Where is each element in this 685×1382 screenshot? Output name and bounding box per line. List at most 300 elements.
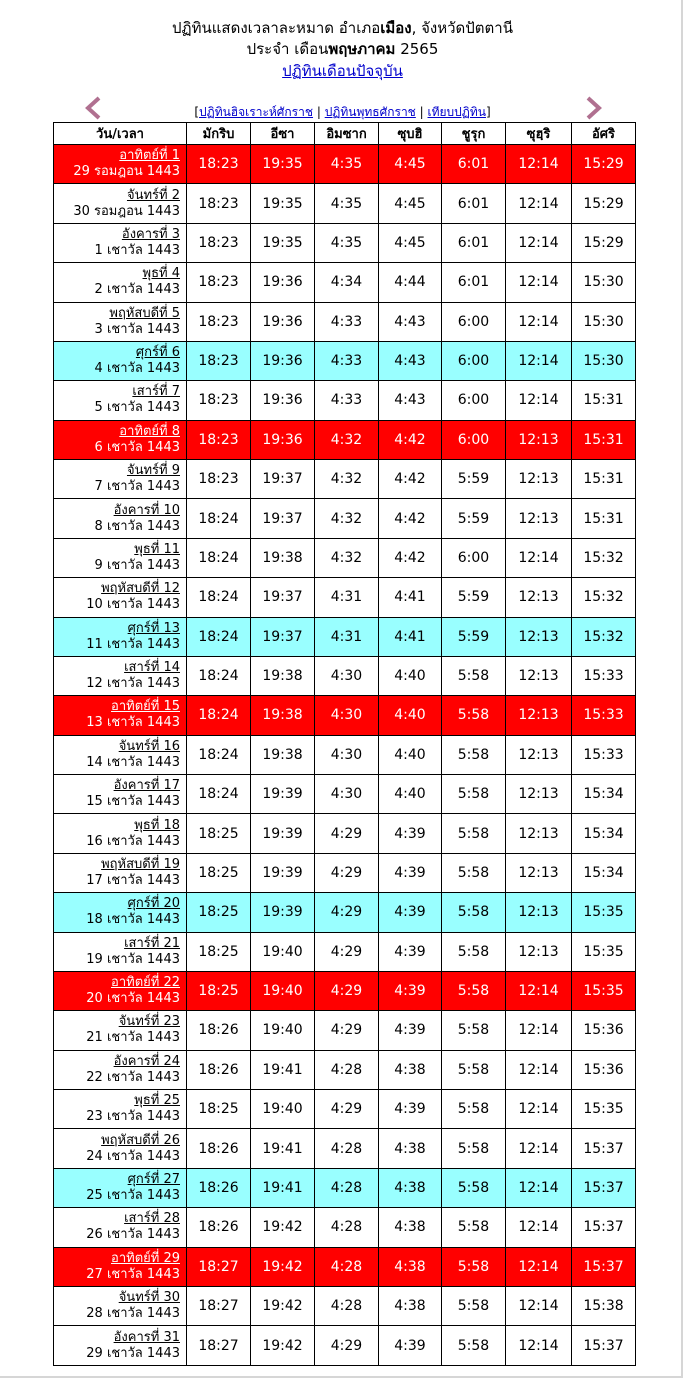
asr-time: 15:31 <box>572 381 636 420</box>
maghrib-time: 18:24 <box>187 775 251 814</box>
maghrib-time: 18:24 <box>187 617 251 656</box>
day-link[interactable]: เสาร์ที่ 7 <box>132 384 180 400</box>
imsak-time: 4:29 <box>315 1326 379 1366</box>
table-header-row <box>54 123 636 145</box>
hijri-date: 6 เชาวัล 1443 <box>94 439 180 455</box>
day-link[interactable]: ศุกร์ที่ 13 <box>127 620 180 636</box>
shuruq-time: 5:58 <box>442 1326 506 1366</box>
day-cell <box>54 735 187 774</box>
day-cell <box>54 696 187 735</box>
shuruq-time: 5:58 <box>442 971 506 1010</box>
asr-time: 15:33 <box>572 735 636 774</box>
zuhr-header: ซุฮฺริ <box>506 123 572 145</box>
subh-time: 4:39 <box>379 853 442 892</box>
day-cell <box>54 381 187 420</box>
shuruq-time: 5:58 <box>442 1090 506 1129</box>
asr-time: 15:29 <box>572 145 636 184</box>
month-name: พฤษภาคม <box>328 40 396 58</box>
maghrib-time: 18:25 <box>187 1090 251 1129</box>
imsak-time: 4:32 <box>315 538 379 577</box>
day-link[interactable]: จันทร์ที่ 30 <box>118 1290 180 1306</box>
day-cell <box>54 1129 187 1168</box>
shuruq-time: 6:01 <box>442 145 506 184</box>
hijri-date: 11 เชาวัล 1443 <box>86 636 180 652</box>
imsak-time: 4:28 <box>315 1129 379 1168</box>
maghrib-time: 18:27 <box>187 1247 251 1286</box>
asr-time: 15:32 <box>572 617 636 656</box>
day-link[interactable]: อังคารที่ 17 <box>113 778 180 794</box>
asr-time: 15:37 <box>572 1168 636 1207</box>
zuhr-time: 12:14 <box>506 263 572 302</box>
title-prefix: ปฏิทินแสดงเวลาละหมาด อำเภอ <box>172 19 381 37</box>
zuhr-time: 12:14 <box>506 1208 572 1247</box>
isha-time: 19:42 <box>251 1247 315 1286</box>
asr-header: อัศริ <box>572 123 636 145</box>
hijri-date: 20 เชาวัล 1443 <box>86 991 180 1007</box>
maghrib-time: 18:23 <box>187 145 251 184</box>
maghrib-time: 18:26 <box>187 1129 251 1168</box>
shuruq-time: 5:58 <box>442 1208 506 1247</box>
zuhr-time: 12:13 <box>506 460 572 499</box>
day-link[interactable]: อังคารที่ 24 <box>113 1053 180 1069</box>
day-link[interactable]: พุธที่ 4 <box>142 266 180 282</box>
isha-time: 19:37 <box>251 617 315 656</box>
table-row <box>54 420 636 459</box>
subh-time: 4:45 <box>379 184 442 223</box>
subh-time: 4:43 <box>379 341 442 380</box>
hijri-date: 16 เชาวัล 1443 <box>86 833 180 849</box>
zuhr-time: 12:13 <box>506 420 572 459</box>
asr-time: 15:34 <box>572 814 636 853</box>
subh-time: 4:45 <box>379 145 442 184</box>
table-row <box>54 1326 636 1366</box>
day-link[interactable]: ศุกร์ที่ 6 <box>135 345 180 361</box>
asr-time: 15:37 <box>572 1129 636 1168</box>
subh-time: 4:41 <box>379 578 442 617</box>
day-cell <box>54 893 187 932</box>
zuhr-time: 12:14 <box>506 1090 572 1129</box>
province-name: ปัตตานี <box>465 19 513 37</box>
zuhr-time: 12:14 <box>506 1286 572 1325</box>
isha-time: 19:37 <box>251 460 315 499</box>
day-cell <box>54 617 187 656</box>
day-link[interactable]: อาทิตย์ที่ 8 <box>119 423 180 439</box>
day-link[interactable]: พุธที่ 18 <box>134 817 180 833</box>
maghrib-time: 18:24 <box>187 656 251 695</box>
hijri-date: 24 เชาวัล 1443 <box>86 1148 180 1164</box>
subh-time: 4:43 <box>379 302 442 341</box>
maghrib-time: 18:24 <box>187 538 251 577</box>
hijri-date: 13 เชาวัล 1443 <box>86 715 180 731</box>
maghrib-time: 18:25 <box>187 814 251 853</box>
hijri-date: 2 เชาวัล 1443 <box>94 282 180 298</box>
month-title <box>0 40 685 58</box>
title-mid: , จังหวัด <box>411 19 466 37</box>
subh-time: 4:43 <box>379 381 442 420</box>
zuhr-time: 12:14 <box>506 341 572 380</box>
hijri-date: 14 เชาวัล 1443 <box>86 754 180 770</box>
table-row <box>54 499 636 538</box>
maghrib-time: 18:25 <box>187 853 251 892</box>
zuhr-time: 12:14 <box>506 1129 572 1168</box>
asr-time: 15:30 <box>572 263 636 302</box>
shuruq-time: 5:58 <box>442 814 506 853</box>
subh-time: 4:42 <box>379 460 442 499</box>
asr-time: 15:30 <box>572 302 636 341</box>
shuruq-time: 5:58 <box>442 775 506 814</box>
subh-time: 4:39 <box>379 1090 442 1129</box>
zuhr-time: 12:13 <box>506 775 572 814</box>
subh-time: 4:45 <box>379 223 442 262</box>
hijri-date: 21 เชาวัล 1443 <box>86 1030 180 1046</box>
day-time-header: วัน/เวลา <box>54 123 187 145</box>
maghrib-time: 18:26 <box>187 1011 251 1050</box>
current-month-link[interactable]: ปฏิทินเดือนปัจจุบัน <box>282 62 403 80</box>
day-link[interactable]: จันทร์ที่ 2 <box>126 187 180 203</box>
zuhr-time: 12:13 <box>506 696 572 735</box>
maghrib-time: 18:23 <box>187 223 251 262</box>
imsak-time: 4:34 <box>315 263 379 302</box>
links-bracket-open: [ <box>194 105 200 119</box>
day-cell <box>54 656 187 695</box>
imsak-time: 4:33 <box>315 381 379 420</box>
day-link[interactable]: อังคารที่ 10 <box>113 502 180 518</box>
shuruq-time: 5:58 <box>442 656 506 695</box>
imsak-time: 4:32 <box>315 460 379 499</box>
day-link[interactable]: เสาร์ที่ 21 <box>124 935 180 951</box>
day-cell <box>54 1286 187 1325</box>
hijri-date: 27 เชาวัล 1443 <box>86 1266 180 1282</box>
asr-time: 15:33 <box>572 696 636 735</box>
hijri-date: 8 เชาวัล 1443 <box>94 518 180 534</box>
asr-time: 15:35 <box>572 971 636 1010</box>
subh-time: 4:38 <box>379 1208 442 1247</box>
asr-time: 15:37 <box>572 1326 636 1366</box>
shuruq-header: ชูรุก <box>442 123 506 145</box>
subh-time: 4:42 <box>379 538 442 577</box>
table-row <box>54 1247 636 1286</box>
shuruq-time: 6:00 <box>442 302 506 341</box>
maghrib-time: 18:27 <box>187 1286 251 1325</box>
isha-time: 19:37 <box>251 499 315 538</box>
day-link[interactable]: พฤหัสบดีที่ 5 <box>109 305 180 321</box>
isha-time: 19:40 <box>251 1011 315 1050</box>
subh-time: 4:42 <box>379 499 442 538</box>
maghrib-time: 18:26 <box>187 1050 251 1089</box>
table-row <box>54 1208 636 1247</box>
year: 2565 <box>395 40 439 58</box>
zuhr-time: 12:13 <box>506 735 572 774</box>
day-cell <box>54 932 187 971</box>
asr-time: 15:29 <box>572 223 636 262</box>
zuhr-time: 12:14 <box>506 302 572 341</box>
imsak-time: 4:28 <box>315 1208 379 1247</box>
subh-time: 4:39 <box>379 893 442 932</box>
zuhr-time: 12:14 <box>506 184 572 223</box>
links-bracket-close: ] <box>485 105 491 119</box>
shuruq-time: 6:00 <box>442 381 506 420</box>
table-row <box>54 814 636 853</box>
day-link[interactable]: อาทิตย์ที่ 29 <box>111 1250 180 1266</box>
day-cell <box>54 420 187 459</box>
isha-time: 19:39 <box>251 893 315 932</box>
shuruq-time: 5:58 <box>442 893 506 932</box>
table-row <box>54 381 636 420</box>
table-row <box>54 971 636 1010</box>
isha-time: 19:42 <box>251 1326 315 1366</box>
table-row <box>54 735 636 774</box>
day-link[interactable]: พฤหัสบดีที่ 12 <box>101 581 180 597</box>
table-row <box>54 223 636 262</box>
imsak-time: 4:32 <box>315 499 379 538</box>
table-row <box>54 775 636 814</box>
shuruq-time: 5:58 <box>442 735 506 774</box>
shuruq-time: 5:58 <box>442 1050 506 1089</box>
imsak-time: 4:31 <box>315 617 379 656</box>
imsak-time: 4:35 <box>315 223 379 262</box>
subh-time: 4:40 <box>379 775 442 814</box>
calendar-links <box>0 105 685 120</box>
imsak-time: 4:35 <box>315 184 379 223</box>
maghrib-time: 18:23 <box>187 341 251 380</box>
isha-time: 19:39 <box>251 814 315 853</box>
shuruq-time: 6:00 <box>442 538 506 577</box>
shuruq-time: 6:01 <box>442 223 506 262</box>
imsak-time: 4:29 <box>315 853 379 892</box>
hijri-date: 26 เชาวัล 1443 <box>86 1227 180 1243</box>
day-link[interactable]: จันทร์ที่ 23 <box>118 1014 180 1030</box>
maghrib-header: มักริบ <box>187 123 251 145</box>
shuruq-time: 5:58 <box>442 853 506 892</box>
shuruq-time: 5:59 <box>442 617 506 656</box>
imsak-time: 4:32 <box>315 420 379 459</box>
page-title <box>0 19 685 37</box>
hijri-date: 22 เชาวัล 1443 <box>86 1069 180 1085</box>
day-cell <box>54 1168 187 1207</box>
table-row <box>54 460 636 499</box>
hijri-date: 30 รอมฎอน 1443 <box>73 203 180 219</box>
subh-time: 4:41 <box>379 617 442 656</box>
subh-time: 4:38 <box>379 1286 442 1325</box>
isha-time: 19:40 <box>251 932 315 971</box>
zuhr-time: 12:13 <box>506 893 572 932</box>
hijri-date: 25 เชาวัล 1443 <box>86 1187 180 1203</box>
isha-time: 19:36 <box>251 263 315 302</box>
asr-time: 15:37 <box>572 1247 636 1286</box>
isha-time: 19:41 <box>251 1050 315 1089</box>
zuhr-time: 12:13 <box>506 499 572 538</box>
subh-time: 4:39 <box>379 814 442 853</box>
district-name: เมือง <box>380 19 412 37</box>
hijri-date: 29 รอมฎอน 1443 <box>73 164 180 180</box>
isha-time: 19:36 <box>251 341 315 380</box>
day-cell <box>54 499 187 538</box>
hijri-calendar-link[interactable]: ปฏิทินฮิจเราะห์ศักราช <box>199 105 314 119</box>
day-link[interactable]: อาทิตย์ที่ 22 <box>111 975 180 991</box>
day-cell <box>54 1050 187 1089</box>
subh-time: 4:39 <box>379 932 442 971</box>
shuruq-time: 6:01 <box>442 184 506 223</box>
table-row <box>54 932 636 971</box>
maghrib-time: 18:24 <box>187 696 251 735</box>
hijri-date: 15 เชาวัล 1443 <box>86 794 180 810</box>
day-link[interactable]: ศุกร์ที่ 27 <box>127 1171 180 1187</box>
current-month-row <box>0 62 685 80</box>
day-link[interactable]: ศุกร์ที่ 20 <box>127 896 180 912</box>
maghrib-time: 18:23 <box>187 460 251 499</box>
zuhr-time: 12:14 <box>506 1011 572 1050</box>
asr-time: 15:31 <box>572 499 636 538</box>
maghrib-time: 18:25 <box>187 932 251 971</box>
hijri-date: 9 เชาวัล 1443 <box>94 557 180 573</box>
day-link[interactable]: อาทิตย์ที่ 15 <box>111 699 180 715</box>
hijri-date: 1 เชาวัล 1443 <box>94 242 180 258</box>
shuruq-time: 5:58 <box>442 1129 506 1168</box>
subh-header: ซุบฮิ <box>379 123 442 145</box>
imsak-time: 4:31 <box>315 578 379 617</box>
day-link[interactable]: พฤหัสบดีที่ 19 <box>101 856 180 872</box>
table-row <box>54 893 636 932</box>
day-cell <box>54 1011 187 1050</box>
day-cell <box>54 341 187 380</box>
maghrib-time: 18:26 <box>187 1208 251 1247</box>
day-cell <box>54 538 187 577</box>
table-row <box>54 1050 636 1089</box>
maghrib-time: 18:25 <box>187 893 251 932</box>
isha-time: 19:35 <box>251 223 315 262</box>
subh-time: 4:39 <box>379 971 442 1010</box>
compare-calendar-link[interactable]: เทียบปฏิทิน <box>427 105 486 119</box>
maghrib-time: 18:24 <box>187 499 251 538</box>
subh-time: 4:40 <box>379 656 442 695</box>
table-row <box>54 1011 636 1050</box>
hijri-date: 12 เชาวัล 1443 <box>86 676 180 692</box>
day-link[interactable]: จันทร์ที่ 16 <box>118 738 180 754</box>
isha-time: 19:39 <box>251 853 315 892</box>
table-row <box>54 578 636 617</box>
day-link[interactable]: จันทร์ที่ 9 <box>126 463 180 479</box>
asr-time: 15:35 <box>572 1090 636 1129</box>
table-row <box>54 341 636 380</box>
table-row <box>54 1129 636 1168</box>
asr-time: 15:37 <box>572 1208 636 1247</box>
zuhr-time: 12:14 <box>506 1247 572 1286</box>
day-link[interactable]: พฤหัสบดีที่ 26 <box>101 1132 180 1148</box>
day-link[interactable]: เสาร์ที่ 28 <box>124 1211 180 1227</box>
imsak-time: 4:28 <box>315 1286 379 1325</box>
imsak-time: 4:28 <box>315 1247 379 1286</box>
imsak-time: 4:29 <box>315 932 379 971</box>
hijri-date: 3 เชาวัล 1443 <box>94 321 180 337</box>
day-cell <box>54 1208 187 1247</box>
subh-time: 4:38 <box>379 1129 442 1168</box>
day-cell <box>54 145 187 184</box>
isha-time: 19:40 <box>251 971 315 1010</box>
day-link[interactable]: อังคารที่ 3 <box>121 226 180 242</box>
maghrib-time: 18:23 <box>187 302 251 341</box>
isha-time: 19:38 <box>251 696 315 735</box>
shuruq-time: 5:59 <box>442 460 506 499</box>
day-cell <box>54 853 187 892</box>
shuruq-time: 6:01 <box>442 263 506 302</box>
isha-time: 19:38 <box>251 735 315 774</box>
subh-time: 4:38 <box>379 1247 442 1286</box>
isha-time: 19:39 <box>251 775 315 814</box>
day-cell <box>54 1090 187 1129</box>
day-link[interactable]: พุธที่ 25 <box>134 1093 180 1109</box>
asr-time: 15:36 <box>572 1011 636 1050</box>
day-cell <box>54 302 187 341</box>
zuhr-time: 12:13 <box>506 932 572 971</box>
maghrib-time: 18:24 <box>187 578 251 617</box>
zuhr-time: 12:13 <box>506 656 572 695</box>
hijri-date: 4 เชาวัล 1443 <box>94 361 180 377</box>
maghrib-time: 18:23 <box>187 263 251 302</box>
shuruq-time: 6:00 <box>442 420 506 459</box>
isha-time: 19:41 <box>251 1168 315 1207</box>
table-row <box>54 1168 636 1207</box>
hijri-date: 29 เชาวัล 1443 <box>86 1345 180 1361</box>
isha-time: 19:36 <box>251 420 315 459</box>
day-link[interactable]: พุธที่ 11 <box>134 541 180 557</box>
buddhist-calendar-link[interactable]: ปฏิทินพุทธศักราช <box>324 105 416 119</box>
shuruq-time: 5:58 <box>442 1286 506 1325</box>
day-link[interactable]: อาทิตย์ที่ 1 <box>119 148 180 164</box>
maghrib-time: 18:24 <box>187 735 251 774</box>
table-row <box>54 696 636 735</box>
table-row <box>54 617 636 656</box>
day-cell <box>54 971 187 1010</box>
subh-time: 4:38 <box>379 1050 442 1089</box>
table-row <box>54 656 636 695</box>
shuruq-time: 5:59 <box>442 499 506 538</box>
isha-time: 19:36 <box>251 381 315 420</box>
zuhr-time: 12:14 <box>506 1326 572 1366</box>
day-link[interactable]: อังคารที่ 31 <box>113 1329 180 1345</box>
maghrib-time: 18:26 <box>187 1168 251 1207</box>
isha-time: 19:35 <box>251 145 315 184</box>
day-cell <box>54 184 187 223</box>
asr-time: 15:34 <box>572 853 636 892</box>
asr-time: 15:30 <box>572 341 636 380</box>
hijri-date: 18 เชาวัล 1443 <box>86 912 180 928</box>
imsak-time: 4:28 <box>315 1168 379 1207</box>
isha-time: 19:41 <box>251 1129 315 1168</box>
table-row <box>54 263 636 302</box>
zuhr-time: 12:14 <box>506 381 572 420</box>
asr-time: 15:31 <box>572 420 636 459</box>
day-link[interactable]: เสาร์ที่ 14 <box>124 660 180 676</box>
asr-time: 15:36 <box>572 1050 636 1089</box>
imsak-header: อิมซาก <box>315 123 379 145</box>
imsak-time: 4:29 <box>315 971 379 1010</box>
shuruq-time: 5:58 <box>442 1011 506 1050</box>
table-row <box>54 853 636 892</box>
table-row <box>54 184 636 223</box>
imsak-time: 4:35 <box>315 145 379 184</box>
hijri-date: 17 เชาวัล 1443 <box>86 872 180 888</box>
isha-time: 19:38 <box>251 656 315 695</box>
prayer-times-table <box>53 122 636 1366</box>
maghrib-time: 18:27 <box>187 1326 251 1366</box>
maghrib-time: 18:23 <box>187 184 251 223</box>
hijri-date: 7 เชาวัล 1443 <box>94 479 180 495</box>
asr-time: 15:33 <box>572 656 636 695</box>
asr-time: 15:32 <box>572 538 636 577</box>
zuhr-time: 12:13 <box>506 853 572 892</box>
day-cell <box>54 1326 187 1366</box>
table-body <box>54 145 636 1366</box>
